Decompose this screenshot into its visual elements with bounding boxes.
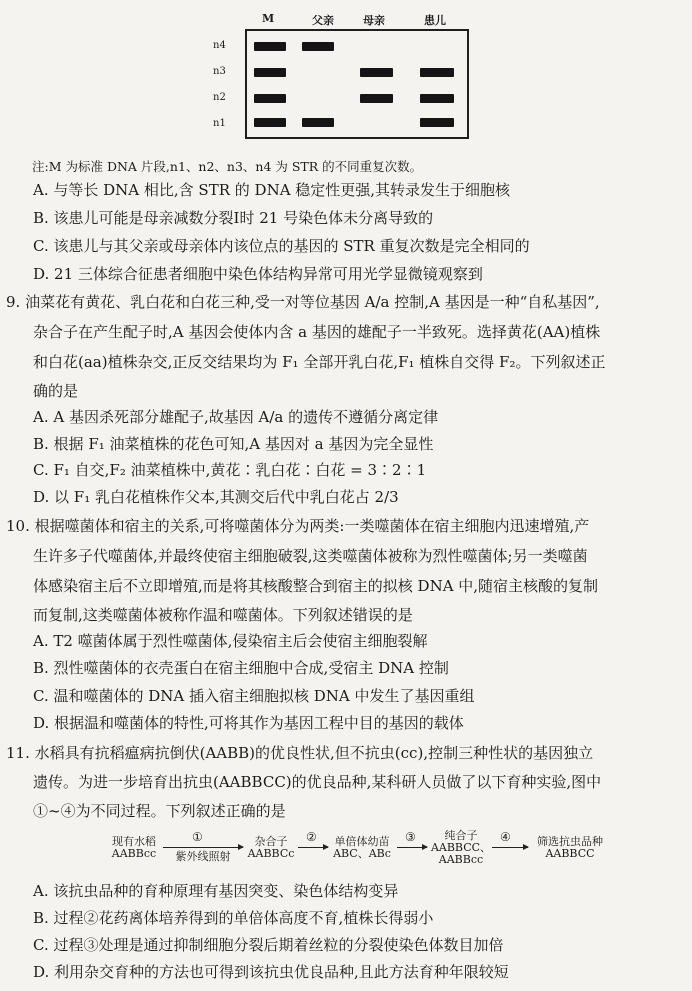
flow-hybrid-genotype: AABBCc xyxy=(247,847,295,860)
flow-haploid-label: 单倍体幼苗 xyxy=(334,835,390,848)
q9-option-c: C. F₁ 自交,F₂ 油菜植株中,黄花∶乳白花∶白花 = 3∶2∶1 xyxy=(33,461,427,479)
flow-final xyxy=(532,836,608,860)
flow-final-label: 筛选抗虫品种 xyxy=(537,835,603,848)
q8-option-c: C. 该患儿与其父亲或母亲体内该位点的基因的 STR 重复次数是完全相同的 xyxy=(33,237,530,255)
flow-start xyxy=(105,836,163,860)
flow-start-label: 现有水稻 xyxy=(112,835,156,848)
q10-stem-line-2: 生许多子代噬菌体,并最终使宿主细胞破裂,这类噬菌体被称为烈性噬菌体;另一类噬菌 xyxy=(33,547,588,565)
q11-stem-line-1: 11. 水稻具有抗稻瘟病抗倒伏(AABB)的优良性状,但不抗虫(cc),控制三种性状的基因独立 xyxy=(6,744,594,762)
band-child-n1 xyxy=(420,118,454,127)
flow-pure-label: 纯合子 xyxy=(444,829,478,842)
band-mother-n2 xyxy=(360,94,393,103)
q8-option-a: A. 与等长 DNA 相比,含 STR 的 DNA 稳定性更强,其转录发生于细胞核 xyxy=(33,181,511,199)
flow-arrow-4 xyxy=(492,847,528,848)
q9-option-a: A. A 基因杀死部分雄配子,故基因 A/a 的遗传不遵循分离定律 xyxy=(33,408,439,426)
gel-col-m: M xyxy=(262,12,275,25)
flow-step-1: ① xyxy=(192,830,203,844)
q11-option-c: C. 过程③处理是通过抑制细胞分裂后期着丝粒的分裂使染色体数目加倍 xyxy=(33,936,504,954)
q11-option-a: A. 该抗虫品种的育种原理有基因突变、染色体结构变异 xyxy=(33,882,399,900)
gel-col-child: 患儿 xyxy=(424,14,446,27)
gel-note: 注:M 为标准 DNA 片段,n1、n2、n3、n4 为 STR 的不同重复次数。 xyxy=(32,159,423,174)
flow-step-3: ③ xyxy=(405,830,416,844)
gel-row-n3: n3 xyxy=(213,66,226,77)
band-father-n4 xyxy=(302,42,334,51)
gel-row-n1: n1 xyxy=(213,118,226,129)
flow-haploid xyxy=(330,836,394,860)
flow-hybrid-label: 杂合子 xyxy=(254,835,288,848)
q11-stem-line-2: 遗传。为进一步培育出抗虫(AABBCC)的优良品种,某科研人员做了以下育种实验,图中 xyxy=(33,773,602,791)
gel-row-n2: n2 xyxy=(213,92,226,103)
band-m-n3 xyxy=(254,68,286,77)
q8-option-b: B. 该患儿可能是母亲减数分裂Ⅰ时 21 号染色体未分离导致的 xyxy=(33,209,434,227)
gel-col-mother: 母亲 xyxy=(363,14,385,27)
q8-option-d: D. 21 三体综合征患者细胞中染色体结构异常可用光学显微镜观察到 xyxy=(33,265,483,283)
q11-option-b: B. 过程②花药离体培养得到的单倍体高度不育,植株长得弱小 xyxy=(33,909,434,927)
band-child-n2 xyxy=(420,94,454,103)
q10-option-d: D. 根据温和噬菌体的特性,可将其作为基因工程中目的基因的载体 xyxy=(33,714,464,732)
flow-final-genotype: AABBCC xyxy=(545,847,595,860)
flow-arrow-1 xyxy=(163,847,243,848)
gel-col-father: 父亲 xyxy=(312,14,334,27)
flow-step-1-note: 紫外线照射 xyxy=(175,850,231,863)
flow-step-4: ④ xyxy=(500,830,511,844)
q10-option-b: B. 烈性噬菌体的衣壳蛋白在宿主细胞中合成,受宿主 DNA 控制 xyxy=(33,659,449,677)
flow-arrow-2 xyxy=(298,847,328,848)
q10-option-c: C. 温和噬菌体的 DNA 插入宿主细胞拟核 DNA 中发生了基因重组 xyxy=(33,687,475,705)
q10-option-a: A. T2 噬菌体属于烈性噬菌体,侵染宿主后会使宿主细胞裂解 xyxy=(33,632,428,650)
q9-option-b: B. 根据 F₁ 油菜植株的花色可知,A 基因对 a 基因为完全显性 xyxy=(33,435,434,453)
band-m-n2 xyxy=(254,94,286,103)
band-mother-n3 xyxy=(360,68,393,77)
flow-step-2: ② xyxy=(306,830,317,844)
q11-option-d: D. 利用杂交育种的方法也可得到该抗虫优良品种,且此方法育种年限较短 xyxy=(33,963,509,981)
flow-start-genotype: AABBcc xyxy=(111,847,157,860)
q9-option-d: D. 以 F₁ 乳白花植株作父本,其测交后代中乳白花占 2/3 xyxy=(33,488,399,506)
flow-pure-genotype-1: AABBCC、 xyxy=(430,841,492,854)
flow-hybrid xyxy=(246,836,296,860)
band-father-n1 xyxy=(302,118,334,127)
q9-stem-line-3: 和白花(aa)植株杂交,正反交结果均为 F₁ 全部开乳白花,F₁ 植株自交得 F₂。下列叙述正 xyxy=(33,353,606,371)
q10-stem-line-4: 而复制,这类噬菌体被称作温和噬菌体。下列叙述错误的是 xyxy=(33,606,413,624)
flow-pure-genotype-2: AABBcc xyxy=(438,853,484,866)
q10-stem-line-3: 体感染宿主后不立即增殖,而是将其核酸整合到宿主的拟核 DNA 中,随宿主核酸的复制 xyxy=(33,577,599,595)
q9-stem-line-1: 9. 油菜花有黄花、乳白花和白花三种,受一对等位基因 A/a 控制,A 基因是一种“自私基因”, xyxy=(6,293,600,311)
flow-haploid-genotype: ABC、ABc xyxy=(333,847,391,860)
q11-stem-line-3: ①~④为不同过程。下列叙述正确的是 xyxy=(33,802,286,820)
q9-stem-line-4: 确的是 xyxy=(33,382,79,400)
gel-row-n4: n4 xyxy=(213,40,226,51)
flow-arrow-3 xyxy=(397,847,427,848)
band-m-n4 xyxy=(254,42,286,51)
band-child-n3 xyxy=(420,68,454,77)
band-m-n1 xyxy=(254,118,286,127)
flow-pure xyxy=(430,830,492,866)
q10-stem-line-1: 10. 根据噬菌体和宿主的关系,可将噬菌体分为两类:一类噬菌体在宿主细胞内迅速增殖,产 xyxy=(6,517,590,535)
q9-stem-line-2: 杂合子在产生配子时,A 基因会使体内含 a 基因的雄配子一半致死。选择黄花(AA)植株 xyxy=(33,323,601,341)
